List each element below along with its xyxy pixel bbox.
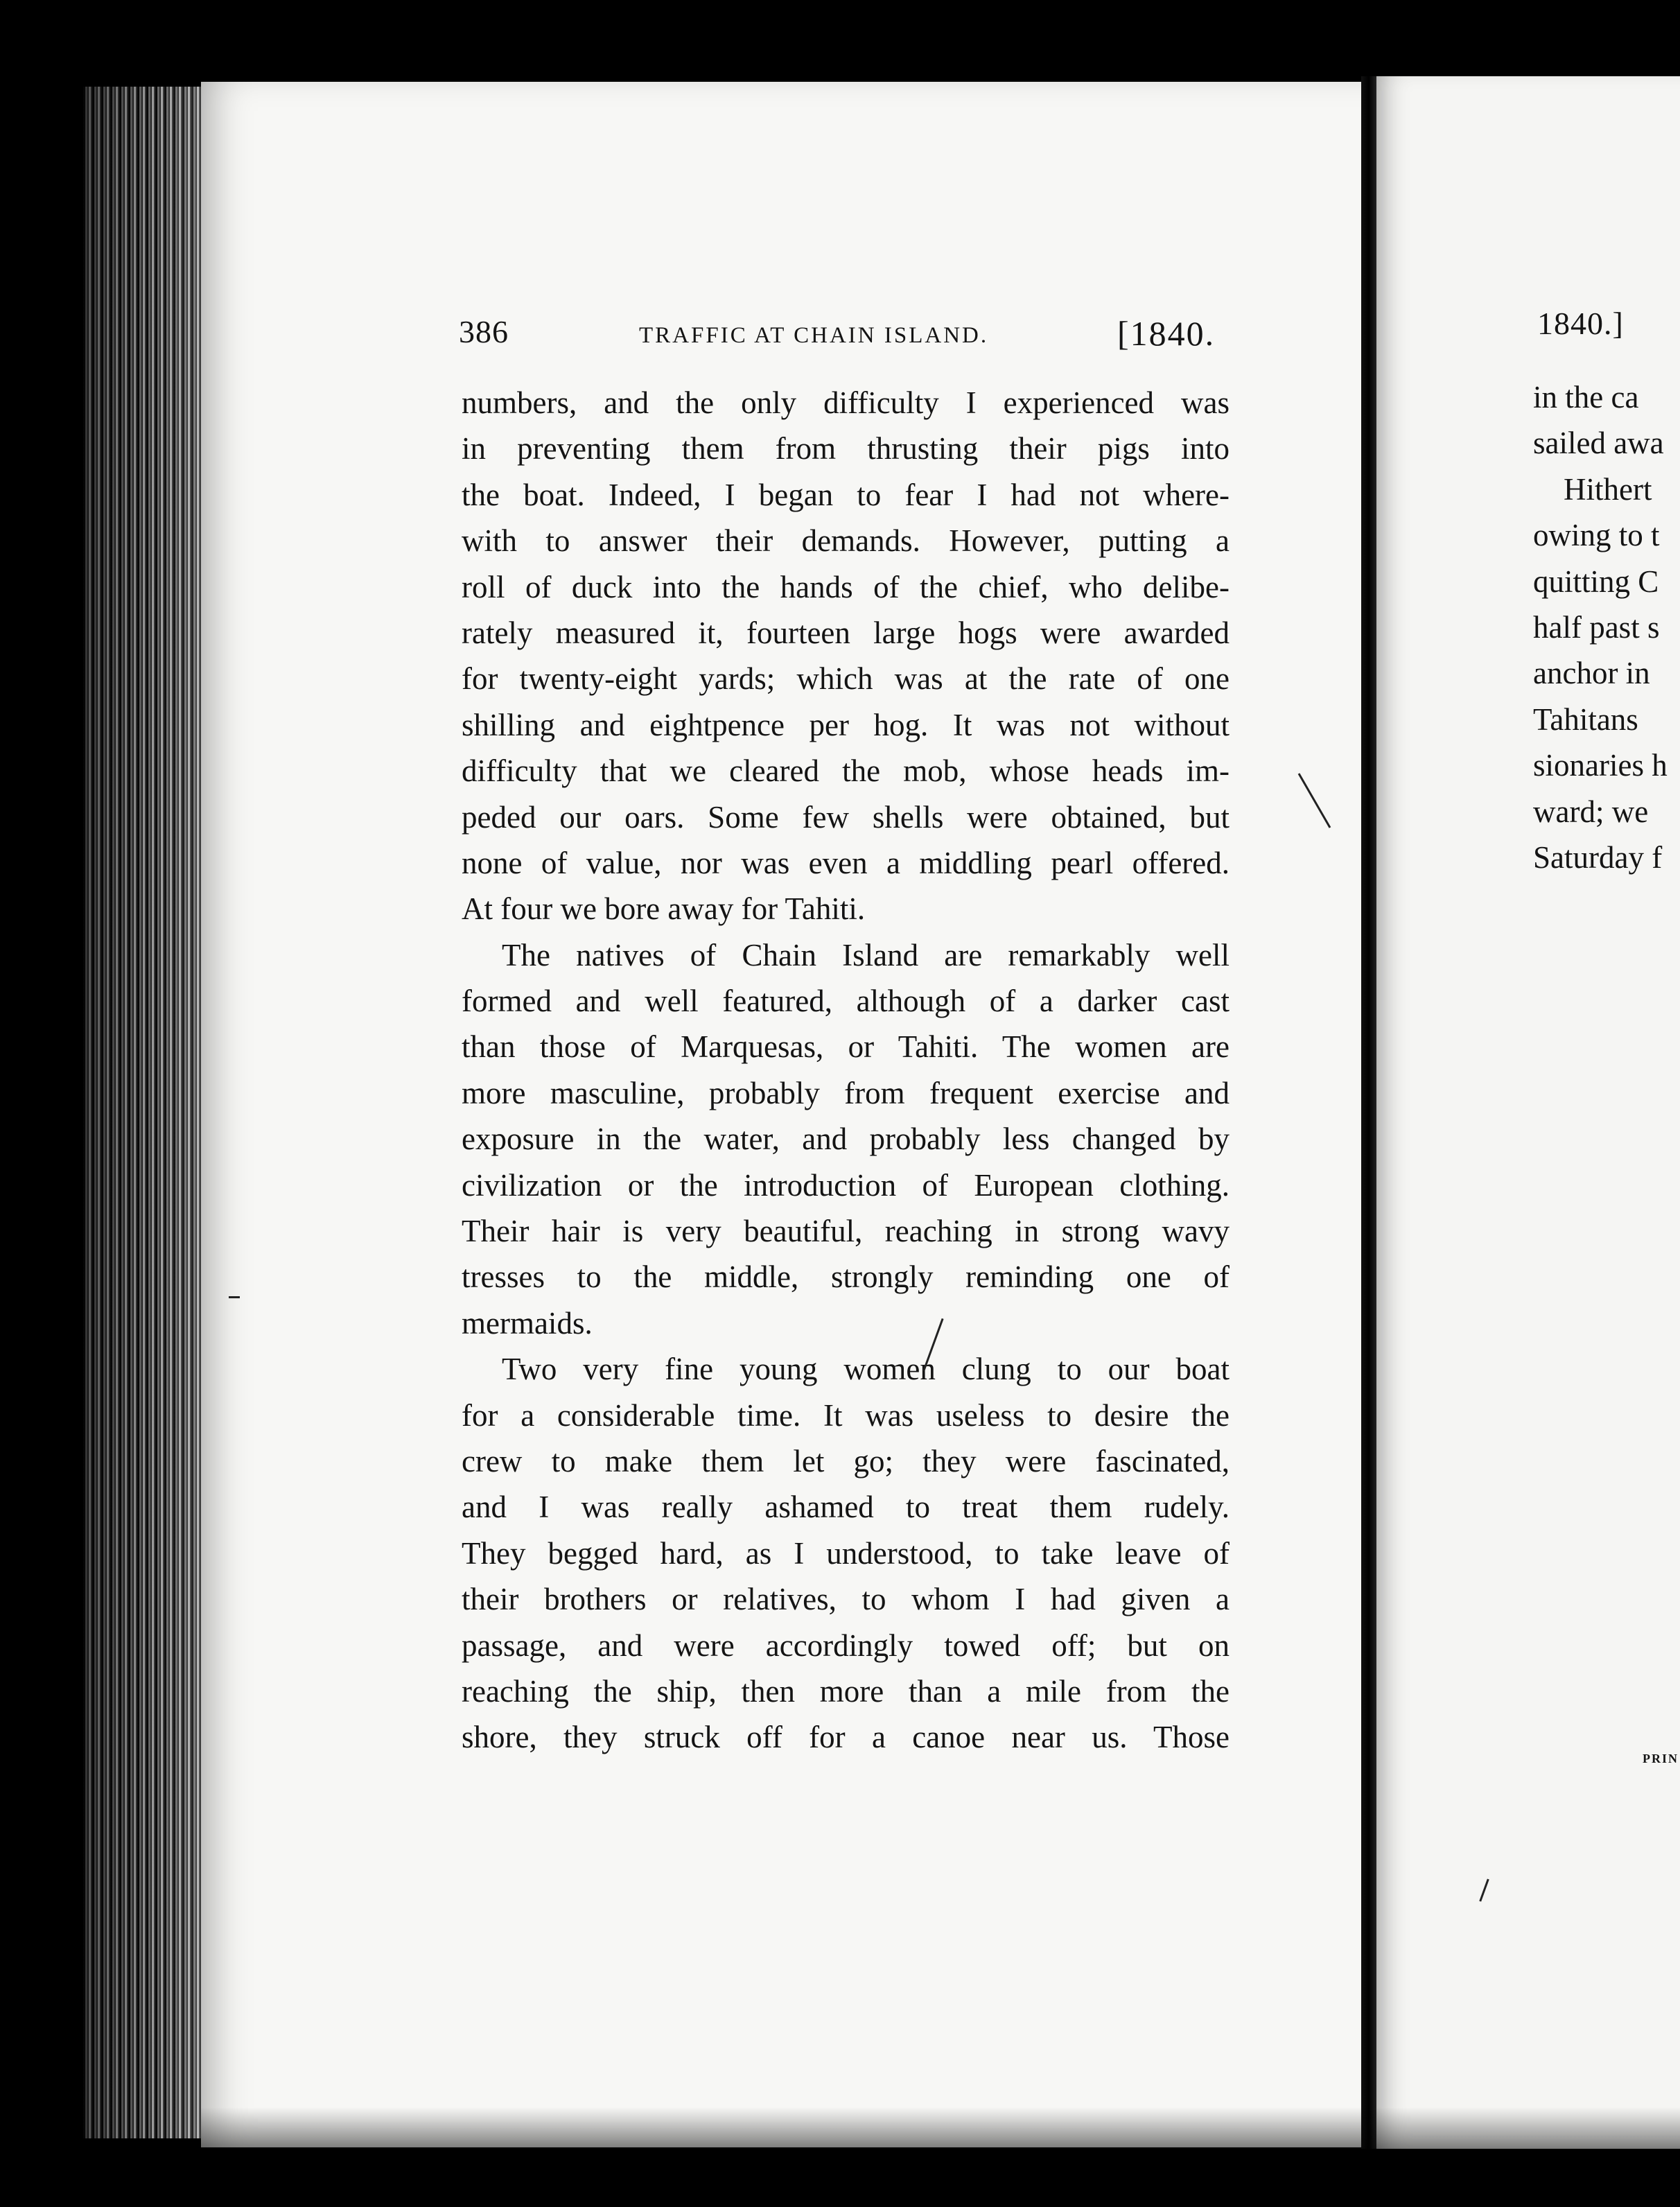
book-gutter (1361, 76, 1376, 2149)
text-line: rately measured it, fourteen large hogs were awarded (462, 615, 1230, 650)
text-line: the boat. Indeed, I began to fear I had not where- (462, 477, 1230, 512)
text-line: half past s (1533, 609, 1660, 645)
text-line: crew to make them let go; they were fascinated, (462, 1443, 1230, 1478)
text-line: none of value, nor was even a middling pearl offered. (462, 845, 1230, 880)
running-title: TRAFFIC AT CHAIN ISLAND. (639, 323, 989, 348)
text-line: civilization or the introduction of European clothing. (462, 1167, 1230, 1203)
text-line: numbers, and the only difficulty I experienced was (462, 385, 1230, 420)
text-line: ward; we (1533, 794, 1649, 829)
text-line: anchor in (1533, 656, 1650, 691)
text-line: in preventing them from thrusting their pigs into (462, 431, 1230, 466)
text-line: shilling and eightpence per hog. It was not without (462, 707, 1230, 742)
running-year: [1840. (1117, 314, 1216, 353)
text-line: with to answer their demands. However, putting a (462, 523, 1230, 559)
body-text (462, 380, 1230, 1761)
text-line: Two very fine young women clung to our boat (502, 1352, 1230, 1387)
text-line: and I was really ashamed to treat them rudely. (462, 1490, 1230, 1525)
text-line: Hithert (1564, 471, 1652, 507)
text-line: quitting C (1533, 564, 1659, 599)
text-line: difficulty that we cleared the mob, whose heads im- (462, 753, 1230, 789)
text-line: reaching the ship, then more than a mile from the (462, 1673, 1230, 1709)
text-line: formed and well featured, although of a darker cast (462, 984, 1230, 1019)
text-line: owing to t (1533, 518, 1660, 553)
text-line: for a considerable time. It was useless to desire the (462, 1397, 1230, 1433)
running-head (459, 313, 1221, 355)
page-edges (83, 87, 208, 2138)
right-footer-text: PRIN (1643, 1752, 1679, 1765)
text-line: tresses to the middle, strongly reminding one of (462, 1259, 1230, 1295)
text-line: than those of Marquesas, or Tahiti. The women are (462, 1029, 1230, 1065)
text-line: Saturday f (1533, 839, 1663, 875)
text-line: sailed awa (1533, 426, 1664, 461)
text-line: more masculine, probably from frequent exercise and (462, 1075, 1230, 1110)
text-line: for twenty-eight yards; which was at the rate of one (462, 661, 1230, 697)
text-line: At four we bore away for Tahiti. (462, 891, 866, 927)
text-line: peded our oars. Some few shells were obtained, but (462, 799, 1230, 835)
scan-mark (229, 1296, 240, 1298)
right-running-year: 1840.] (1537, 306, 1624, 341)
text-line: exposure in the water, and probably less changed by (462, 1122, 1230, 1157)
text-line: in the ca (1533, 380, 1639, 415)
text-line: Their hair is very beautiful, reaching in strong wavy (462, 1214, 1230, 1249)
text-line: shore, they struck off for a canoe near us. Those (462, 1720, 1230, 1755)
text-line: mermaids. (462, 1305, 593, 1341)
text-line: Tahitans (1533, 701, 1638, 737)
right-body-text (1533, 374, 1680, 880)
page-number: 386 (459, 314, 509, 349)
text-line: passage, and were accordingly towed off; but on (462, 1628, 1230, 1663)
bottom-shadow (201, 2107, 1680, 2156)
text-line: roll of duck into the hands of the chief, who delibe- (462, 569, 1230, 604)
text-line: The natives of Chain Island are remarkably well (502, 937, 1230, 972)
text-line: sionaries h (1533, 748, 1668, 783)
text-line: They begged hard, as I understood, to take leave of (462, 1535, 1230, 1571)
text-line: their brothers or relatives, to whom I had given a (462, 1582, 1230, 1617)
